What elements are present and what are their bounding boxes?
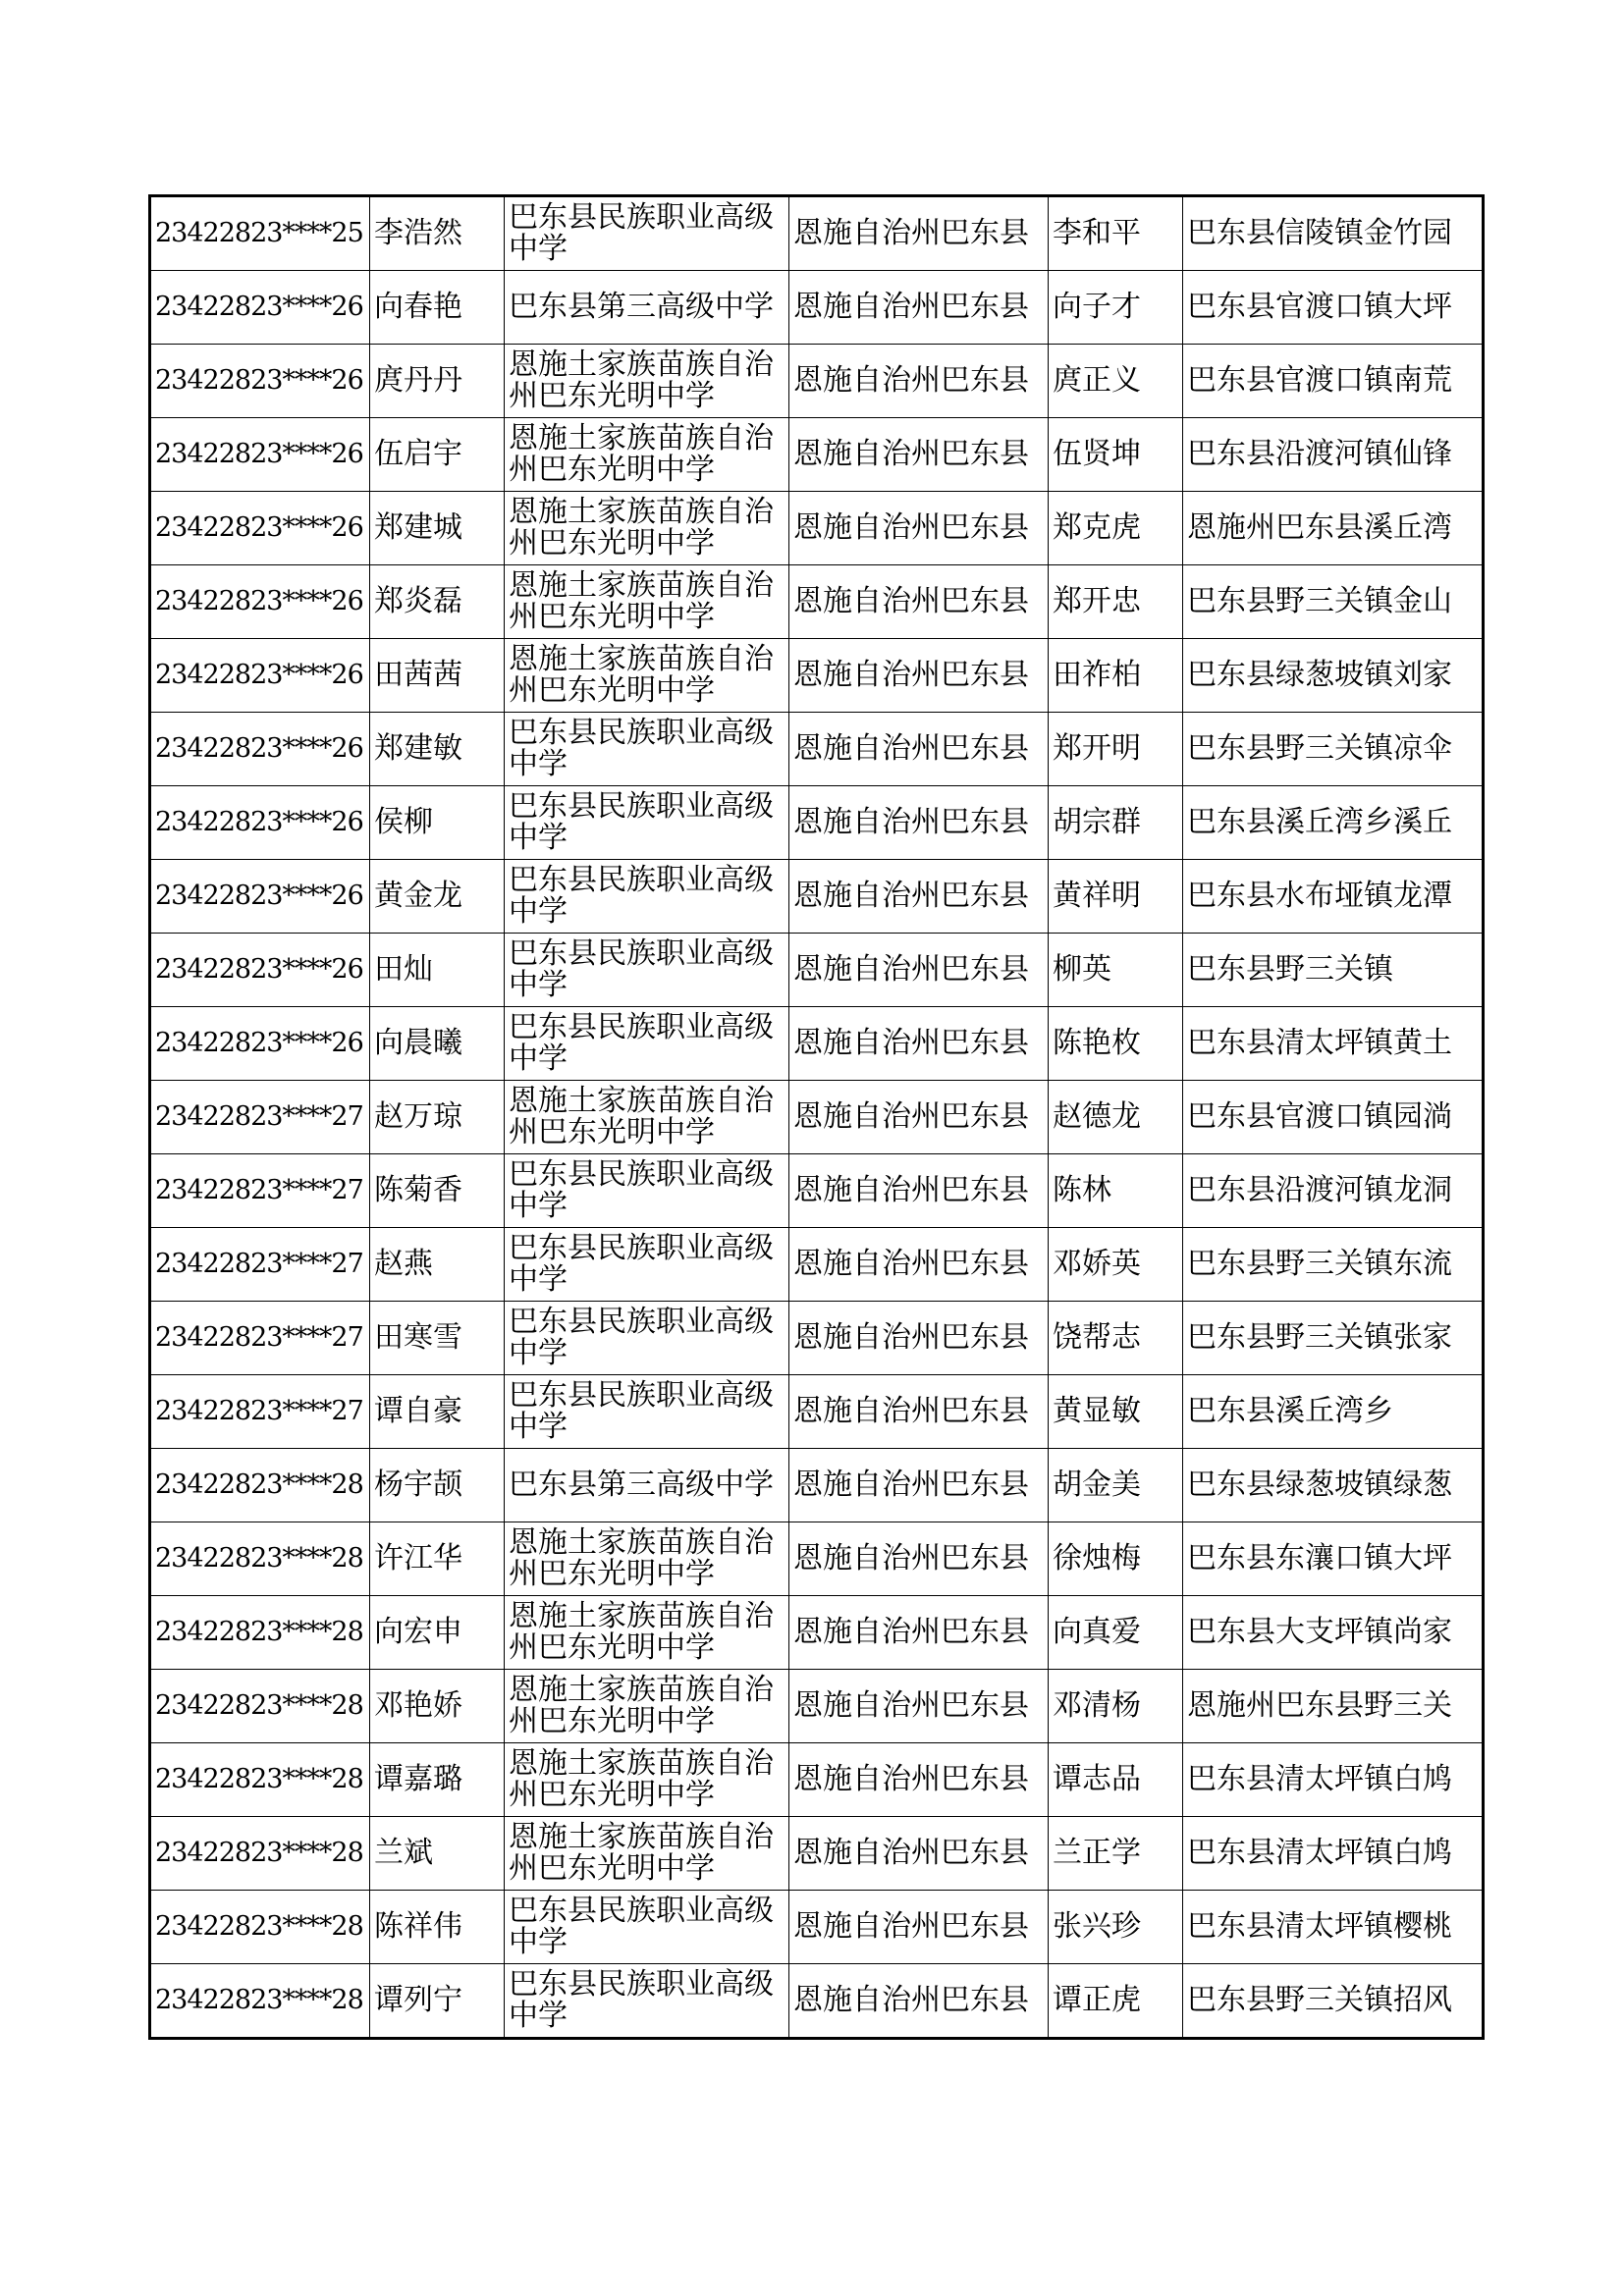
name-cell: 陈祥伟 [370,1891,505,1964]
id-cell: 23422823****26 [150,860,370,934]
table-row [150,639,1484,713]
table-row [150,1154,1484,1228]
region-cell: 恩施自治州巴东县 [789,271,1049,345]
region-cell: 恩施自治州巴东县 [789,565,1049,639]
address-cell: 巴东县官渡口镇园淌 [1183,1081,1484,1154]
table-row [150,1522,1484,1596]
id-cell: 23422823****28 [150,1964,370,2039]
name-cell: 向宏申 [370,1596,505,1670]
school-cell: 恩施土家族苗族自治州巴东光明中学 [505,639,789,713]
id-cell: 23422823****27 [150,1302,370,1375]
region-cell: 恩施自治州巴东县 [789,492,1049,565]
id-cell: 23422823****26 [150,418,370,492]
region-cell: 恩施自治州巴东县 [789,713,1049,786]
region-cell: 恩施自治州巴东县 [789,639,1049,713]
roster-table [148,194,1485,2040]
address-cell: 巴东县清太坪镇黄土 [1183,1007,1484,1081]
name-cell: 兰斌 [370,1817,505,1891]
guardian-cell: 饶帮志 [1049,1302,1183,1375]
id-cell: 23422823****26 [150,271,370,345]
name-cell: 李浩然 [370,196,505,271]
table-row [150,1964,1484,2039]
table-row [150,1228,1484,1302]
table-row [150,713,1484,786]
region-cell: 恩施自治州巴东县 [789,1449,1049,1522]
region-cell: 恩施自治州巴东县 [789,1154,1049,1228]
school-cell: 恩施土家族苗族自治州巴东光明中学 [505,565,789,639]
region-cell: 恩施自治州巴东县 [789,1007,1049,1081]
name-cell: 赵万琼 [370,1081,505,1154]
region-cell: 恩施自治州巴东县 [789,786,1049,860]
school-cell: 巴东县民族职业高级中学 [505,1007,789,1081]
name-cell: 黄金龙 [370,860,505,934]
region-cell: 恩施自治州巴东县 [789,1817,1049,1891]
address-cell: 巴东县绿葱坡镇刘家 [1183,639,1484,713]
guardian-cell: 李和平 [1049,196,1183,271]
guardian-cell: 郑克虎 [1049,492,1183,565]
name-cell: 郑建城 [370,492,505,565]
name-cell: 赵燕 [370,1228,505,1302]
school-cell: 恩施土家族苗族自治州巴东光明中学 [505,492,789,565]
name-cell: 田茜茜 [370,639,505,713]
id-cell: 23422823****28 [150,1743,370,1817]
name-cell: 许江华 [370,1522,505,1596]
id-cell: 23422823****28 [150,1449,370,1522]
guardian-cell: 陈林 [1049,1154,1183,1228]
school-cell: 恩施土家族苗族自治州巴东光明中学 [505,1596,789,1670]
table-row [150,1670,1484,1743]
id-cell: 23422823****27 [150,1154,370,1228]
address-cell: 恩施州巴东县野三关 [1183,1670,1484,1743]
table-row [150,1081,1484,1154]
table-row [150,565,1484,639]
address-cell: 巴东县沿渡河镇龙洞 [1183,1154,1484,1228]
address-cell: 巴东县野三关镇金山 [1183,565,1484,639]
school-cell: 巴东县民族职业高级中学 [505,713,789,786]
region-cell: 恩施自治州巴东县 [789,418,1049,492]
id-cell: 23422823****28 [150,1891,370,1964]
guardian-cell: 赵德龙 [1049,1081,1183,1154]
table-row [150,1302,1484,1375]
address-cell: 巴东县官渡口镇大坪 [1183,271,1484,345]
roster-body [150,196,1484,2039]
table-row [150,345,1484,418]
table-row [150,1596,1484,1670]
table-row [150,1817,1484,1891]
table-row [150,271,1484,345]
region-cell: 恩施自治州巴东县 [789,345,1049,418]
id-cell: 23422823****27 [150,1081,370,1154]
guardian-cell: 黄祥明 [1049,860,1183,934]
address-cell: 巴东县野三关镇 [1183,934,1484,1007]
school-cell: 恩施土家族苗族自治州巴东光明中学 [505,1670,789,1743]
school-cell: 巴东县第三高级中学 [505,271,789,345]
school-cell: 巴东县民族职业高级中学 [505,1375,789,1449]
address-cell: 巴东县野三关镇张家 [1183,1302,1484,1375]
guardian-cell: 邓清杨 [1049,1670,1183,1743]
guardian-cell: 邓娇英 [1049,1228,1183,1302]
address-cell: 巴东县官渡口镇南荒 [1183,345,1484,418]
region-cell: 恩施自治州巴东县 [789,1670,1049,1743]
school-cell: 巴东县民族职业高级中学 [505,1891,789,1964]
id-cell: 23422823****26 [150,565,370,639]
name-cell: 郑建敏 [370,713,505,786]
school-cell: 巴东县民族职业高级中学 [505,860,789,934]
id-cell: 23422823****25 [150,196,370,271]
id-cell: 23422823****27 [150,1375,370,1449]
guardian-cell: 张兴珍 [1049,1891,1183,1964]
school-cell: 巴东县民族职业高级中学 [505,934,789,1007]
id-cell: 23422823****27 [150,1228,370,1302]
id-cell: 23422823****28 [150,1522,370,1596]
guardian-cell: 伍贤坤 [1049,418,1183,492]
region-cell: 恩施自治州巴东县 [789,860,1049,934]
name-cell: 向晨曦 [370,1007,505,1081]
school-cell: 巴东县民族职业高级中学 [505,1964,789,2039]
name-cell: 田灿 [370,934,505,1007]
table-row [150,1891,1484,1964]
name-cell: 谭自豪 [370,1375,505,1449]
table-row [150,1449,1484,1522]
address-cell: 巴东县野三关镇东流 [1183,1228,1484,1302]
guardian-cell: 徐烛梅 [1049,1522,1183,1596]
name-cell: 庹丹丹 [370,345,505,418]
guardian-cell: 胡金美 [1049,1449,1183,1522]
school-cell: 巴东县民族职业高级中学 [505,1154,789,1228]
address-cell: 巴东县溪丘湾乡溪丘 [1183,786,1484,860]
guardian-cell: 柳英 [1049,934,1183,1007]
guardian-cell: 向子才 [1049,271,1183,345]
region-cell: 恩施自治州巴东县 [789,1891,1049,1964]
address-cell: 巴东县信陵镇金竹园 [1183,196,1484,271]
name-cell: 杨宇颉 [370,1449,505,1522]
address-cell: 巴东县清太坪镇樱桃 [1183,1891,1484,1964]
school-cell: 巴东县民族职业高级中学 [505,1228,789,1302]
name-cell: 伍启宇 [370,418,505,492]
address-cell: 巴东县野三关镇凉伞 [1183,713,1484,786]
guardian-cell: 郑开忠 [1049,565,1183,639]
address-cell: 恩施州巴东县溪丘湾 [1183,492,1484,565]
region-cell: 恩施自治州巴东县 [789,1302,1049,1375]
address-cell: 巴东县东瀼口镇大坪 [1183,1522,1484,1596]
guardian-cell: 郑开明 [1049,713,1183,786]
table-row [150,860,1484,934]
id-cell: 23422823****28 [150,1817,370,1891]
table-row [150,1375,1484,1449]
school-cell: 巴东县民族职业高级中学 [505,786,789,860]
id-cell: 23422823****26 [150,492,370,565]
address-cell: 巴东县沿渡河镇仙锋 [1183,418,1484,492]
guardian-cell: 谭志品 [1049,1743,1183,1817]
table-row [150,934,1484,1007]
school-cell: 恩施土家族苗族自治州巴东光明中学 [505,1081,789,1154]
table-row [150,418,1484,492]
id-cell: 23422823****26 [150,345,370,418]
school-cell: 巴东县民族职业高级中学 [505,1302,789,1375]
school-cell: 巴东县民族职业高级中学 [505,196,789,271]
school-cell: 恩施土家族苗族自治州巴东光明中学 [505,345,789,418]
guardian-cell: 兰正学 [1049,1817,1183,1891]
guardian-cell: 陈艳枚 [1049,1007,1183,1081]
region-cell: 恩施自治州巴东县 [789,1522,1049,1596]
guardian-cell: 向真爱 [1049,1596,1183,1670]
name-cell: 谭列宁 [370,1964,505,2039]
school-cell: 恩施土家族苗族自治州巴东光明中学 [505,1817,789,1891]
name-cell: 陈菊香 [370,1154,505,1228]
name-cell: 谭嘉璐 [370,1743,505,1817]
guardian-cell: 谭正虎 [1049,1964,1183,2039]
school-cell: 恩施土家族苗族自治州巴东光明中学 [505,1522,789,1596]
guardian-cell: 田祚柏 [1049,639,1183,713]
guardian-cell: 胡宗群 [1049,786,1183,860]
id-cell: 23422823****28 [150,1670,370,1743]
address-cell: 巴东县溪丘湾乡 [1183,1375,1484,1449]
name-cell: 向春艳 [370,271,505,345]
address-cell: 巴东县水布垭镇龙潭 [1183,860,1484,934]
region-cell: 恩施自治州巴东县 [789,1964,1049,2039]
name-cell: 侯柳 [370,786,505,860]
id-cell: 23422823****26 [150,934,370,1007]
id-cell: 23422823****26 [150,713,370,786]
table-row [150,1007,1484,1081]
address-cell: 巴东县清太坪镇白鸠 [1183,1817,1484,1891]
guardian-cell: 庹正义 [1049,345,1183,418]
id-cell: 23422823****26 [150,1007,370,1081]
region-cell: 恩施自治州巴东县 [789,196,1049,271]
name-cell: 邓艳娇 [370,1670,505,1743]
table-row [150,196,1484,271]
name-cell: 田寒雪 [370,1302,505,1375]
region-cell: 恩施自治州巴东县 [789,934,1049,1007]
region-cell: 恩施自治州巴东县 [789,1081,1049,1154]
table-row [150,492,1484,565]
address-cell: 巴东县绿葱坡镇绿葱 [1183,1449,1484,1522]
school-cell: 恩施土家族苗族自治州巴东光明中学 [505,1743,789,1817]
id-cell: 23422823****26 [150,639,370,713]
school-cell: 巴东县第三高级中学 [505,1449,789,1522]
region-cell: 恩施自治州巴东县 [789,1375,1049,1449]
guardian-cell: 黄显敏 [1049,1375,1183,1449]
address-cell: 巴东县野三关镇招风 [1183,1964,1484,2039]
region-cell: 恩施自治州巴东县 [789,1596,1049,1670]
address-cell: 巴东县清太坪镇白鸠 [1183,1743,1484,1817]
id-cell: 23422823****26 [150,786,370,860]
region-cell: 恩施自治州巴东县 [789,1228,1049,1302]
name-cell: 郑炎磊 [370,565,505,639]
region-cell: 恩施自治州巴东县 [789,1743,1049,1817]
address-cell: 巴东县大支坪镇尚家 [1183,1596,1484,1670]
table-row [150,786,1484,860]
table-row [150,1743,1484,1817]
id-cell: 23422823****28 [150,1596,370,1670]
school-cell: 恩施土家族苗族自治州巴东光明中学 [505,418,789,492]
